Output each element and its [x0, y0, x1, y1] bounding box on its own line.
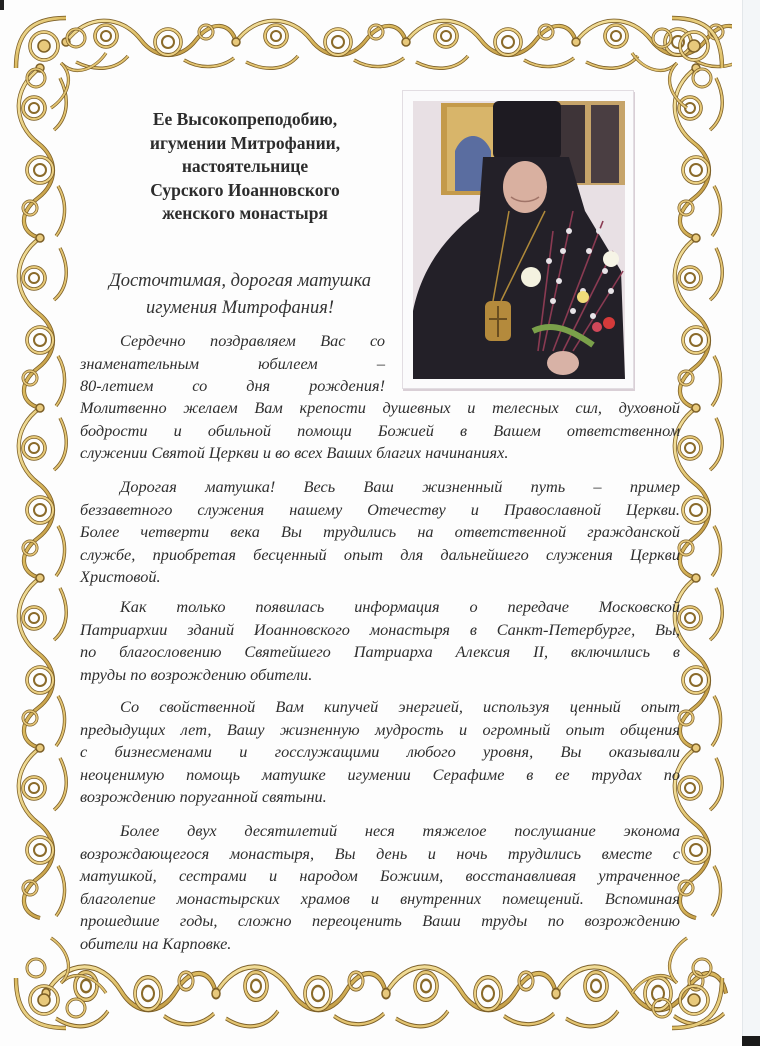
text-line: Христовой. — [80, 567, 161, 586]
heading-line: женского монастыря — [162, 203, 328, 223]
text-line: Молитвенно желаем Вам крепости душевных и телесных сил, духовной — [80, 398, 680, 417]
heading-line: игумении Митрофании, — [149, 132, 341, 153]
scan-edge-mark — [0, 0, 4, 10]
paragraph-1-body — [80, 397, 680, 465]
paragraph-1-intro — [80, 330, 385, 398]
text-line: с бизнесменами и госслужащими любого уровня, Вы оказывали — [80, 742, 680, 761]
scan-edge-mark — [742, 1036, 760, 1046]
text-line: Дорогая матушка! Весь Ваш жизненный путь – пример — [120, 477, 680, 496]
text-line: возрождающегося монастыря, Вы день и ночь трудились вместе с — [80, 843, 680, 863]
text-line: Сердечно поздравляем Вас со — [120, 331, 385, 350]
paragraph-3 — [80, 596, 680, 686]
greeting-line: Досточтимая, дорогая матушка — [108, 271, 372, 291]
portrait-photo — [413, 101, 625, 379]
text-line: обители на Карповке. — [80, 933, 232, 953]
heading-line: настоятельнице — [181, 156, 309, 176]
paragraph-2 — [80, 476, 680, 589]
text-line: по благословению Святейшего Патриарха Алексия II, включились в — [80, 642, 680, 661]
text-line: Более двух десятилетий неся тяжелое послушание эконома — [120, 821, 680, 840]
photo-portrait-icon — [413, 101, 625, 379]
scan-margin-edge — [742, 0, 743, 1046]
text-line: благолепие монастырских храмов и внутренних помещений. Вспоминая — [80, 888, 680, 908]
text-line: Со свойственной Вам кипучей энергией, используя ценный опыт — [120, 697, 680, 716]
heading-line: Ее Высокопреподобию, — [152, 109, 338, 129]
heading-line: Сурского Иоанновского — [150, 179, 340, 200]
text-line: труды по возрождению обители. — [80, 664, 313, 684]
scan-margin — [742, 0, 760, 1046]
text-line: беззаветного служения нашему Отечеству и Православной Церкви. — [80, 499, 680, 519]
paragraph-5 — [80, 820, 680, 955]
text-line: знаменательным юбилеем – — [80, 353, 385, 373]
photo-frame — [402, 90, 634, 389]
greeting-line: игумения Митрофания! — [146, 298, 334, 318]
text-line: Как только появилась информация о передаче Московской — [120, 597, 680, 616]
text-line: 80-летием со дня рождения! — [80, 376, 385, 395]
text-line: Патриархии зданий Иоанновского монастыря в Санкт-Петербурге, Вы, — [80, 619, 680, 639]
text-line: служении Святой Церкви и во всех Ваших благих начинаниях. — [80, 443, 509, 462]
text-line: службе, приобретая бесценный опыт для дальнейшего служения Церкви — [80, 544, 680, 564]
text-line: Более четверти века Вы трудились на ответственной гражданской — [80, 522, 680, 541]
greeting — [80, 268, 400, 322]
text-line: возрождению поруганной святыни. — [80, 787, 327, 806]
text-line: неоценимую помощь матушке игумении Серафиме в ее трудах по — [80, 764, 680, 784]
paragraph-4 — [80, 696, 680, 809]
text-line: бодрости и обильной помощи Божией в Вашем ответственном — [80, 420, 680, 440]
text-line: матушкой, сестрами и народом Божиим, восстанавливая утраченное — [80, 866, 680, 885]
text-line: предыдущих лет, Вашу жизненную мудрость и огромный опыт общения — [80, 719, 680, 739]
addressee-heading — [100, 108, 390, 226]
text-line: прошедшие годы, сложно переоценить Ваши труды по возрождению — [80, 911, 680, 930]
